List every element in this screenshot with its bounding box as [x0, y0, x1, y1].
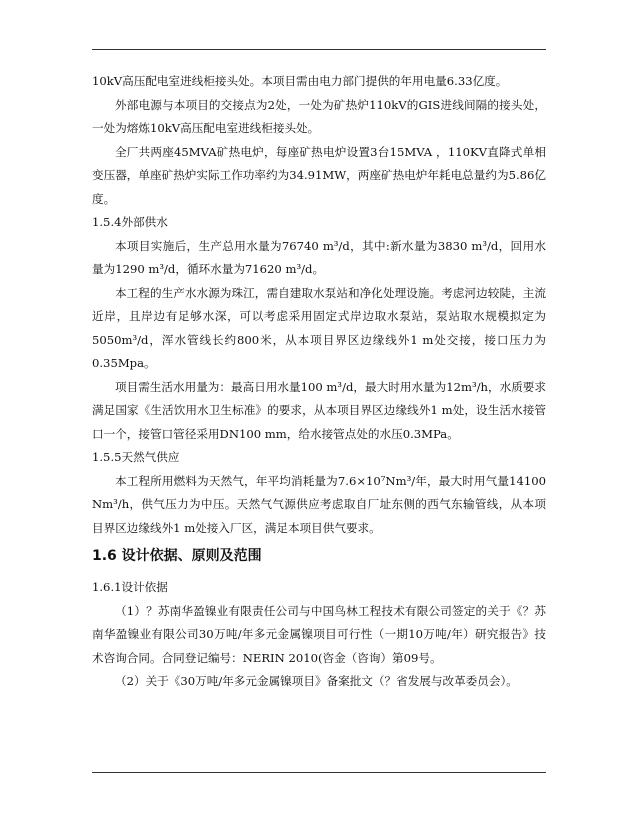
subsection-heading: 1.5.4外部供水: [92, 215, 168, 229]
paragraph: 本工程所用燃料为天然气，年平均消耗量为7.6×10⁷Nm³/年，最大时用气量14100 Nm³/h，供气压力为中压。天然气气源供应考虑取自厂址东侧的西气东输管线，从本项目界区边缘线外1 m处接入厂区，满足本项目供气要求。: [92, 473, 546, 535]
paragraph: （2）关于《30万吨/年多元金属镍项目》备案批文（？省发展与改革委员会）。: [115, 674, 518, 688]
paragraph: 外部电源与本项目的交接点为2处，一处为矿热炉110kV的GIS进线间隔的接头处，一处为熔炼10kV高压配电室进线柜接头处。: [92, 97, 546, 135]
subsection-heading: 1.5.5天然气供应: [92, 450, 180, 464]
paragraph: （1）？苏南华盈镍业有限责任公司与中国鸟林工程技术有限公司签定的关于《？苏南华盈镍业有限公司30万吨/年多元金属镍项目可行性（一期10万吨/年）研究报告》技术咨询合同。合同登记编号：NERIN 2010(咨金（咨询）第09号。: [92, 603, 546, 665]
paragraph: 本工程的生产水水源为珠江，需自建取水泵站和净化处理设施。考虑河边较陡，主流近岸，且岸边有足够水深，可以考虑采用固定式岸边取水泵站，泵站取水规模拟定为5050m³/d，浑水管线长约800米，从本项目界区边缘线外1 m处交接，接口压力为0.35Mpa。: [92, 285, 546, 370]
paragraph: 10kV高压配电室进线柜接头处。本项目需由电力部门提供的年用电量6.33亿度。: [92, 74, 508, 88]
header-rule: [92, 49, 546, 50]
document-body: [92, 70, 546, 694]
paragraph: 项目需生活水用量为：最高日用水量100 m³/d，最大时用水量为12m³/h，水质要求满足国家《生活饮用水卫生标准》的要求，从本项目界区边缘线外1 m处，设生活水接管口一个，接管口管径采用DN100 mm，给水接管点处的水压0.3MPa。: [92, 379, 546, 441]
paragraph: 本项目实施后，生产总用水量为76740 m³/d，其中:新水量为3830 m³/d，回用水量为1290 m³/d，循环水量为71620 m³/d。: [92, 238, 546, 276]
paragraph: 全厂共两座45MVA矿热电炉，每座矿热电炉设置3台15MVA ，110KV直降式单相变压器，单座矿热炉实际工作功率约为34.91MW，两座矿热电炉年耗电总量约为5.86亿度。: [92, 144, 546, 206]
footer-rule: [92, 772, 546, 773]
subsection-heading: 1.6.1设计依据: [92, 580, 168, 594]
section-heading: 1.6 设计依据、原则及范围: [92, 548, 262, 564]
